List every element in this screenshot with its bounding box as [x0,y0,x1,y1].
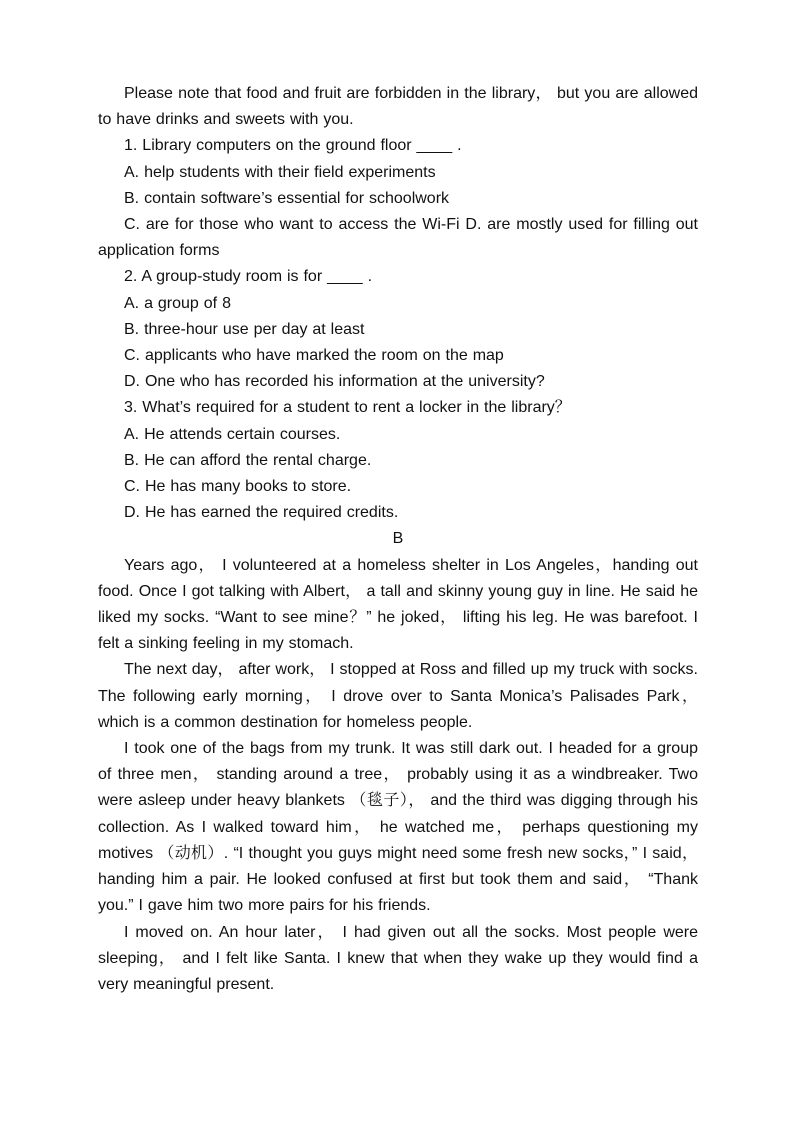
passage-paragraph: The next day， after work， I stopped at Ross and filled up my truck with socks. The following early morning， I drove over to Santa Monica’s Palisades Park， which is a common destination for homeless people. [98,661,699,731]
answer-option: D. One who has recorded his information at the university? [124,373,545,391]
document-page [98,81,698,998]
answer-option: A. He attends certain courses. [124,425,341,443]
question-stem: 3. What’s required for a student to rent a locker in the library？ [124,399,571,417]
section-heading: B [392,530,404,548]
question-1 [98,133,698,264]
answer-option: A. help students with their field experiments [124,163,436,181]
answer-option: C. applicants who have marked the room on the map [124,347,504,365]
answer-option: C. are for those who want to access the Wi-Fi D. are mostly used for filling out application forms [98,216,698,260]
passage-paragraph: I moved on. An hour later， I had given out all the socks. Most people were sleeping， and I felt like Santa. I knew that when they wake up they would find a very meaningful present. [98,923,699,993]
passage-b [98,553,698,998]
answer-option: B. He can afford the rental charge. [124,451,372,469]
intro-paragraph: Please note that food and fruit are forbidden in the library， but you are allowed to have drinks and sweets with you. [98,85,698,129]
answer-option: B. contain software’s essential for schoolwork [124,189,450,207]
question-stem: 2. A group-study room is for ____ . [124,268,373,286]
answer-option: D. He has earned the required credits. [124,504,399,522]
question-stem: 1. Library computers on the ground floor ____ . [124,137,462,155]
answer-option: A. a group of 8 [124,294,231,312]
answer-option: B. three-hour use per day at least [124,320,365,338]
question-3 [98,395,698,526]
answer-option: C. He has many books to store. [124,478,352,496]
question-2 [98,264,698,395]
passage-paragraph: Years ago， I volunteered at a homeless shelter in Los Angeles，handing out food. Once I got talking with Albert， a tall and skinny young guy in line. He said he liked my socks. “Want to see mine？” he joked， lifting his leg. He was barefoot. I felt a sinking feeling in my stomach. [98,556,698,653]
passage-paragraph: I took one of the bags from my trunk. It was still dark out. I headed for a group of three men， standing around a tree， probably using it as a windbreaker. Two were asleep under heavy blankets （毯子）， and the third was digging through his collection. As I walked toward him， he watched me， perhaps questioning my motives （动机）. “I thought you guys might need some fresh new socks，” I said， handing him a pair. He looked confused at first but took them and said， “Thank you.” I gave him two more pairs for his friends. [98,740,698,915]
